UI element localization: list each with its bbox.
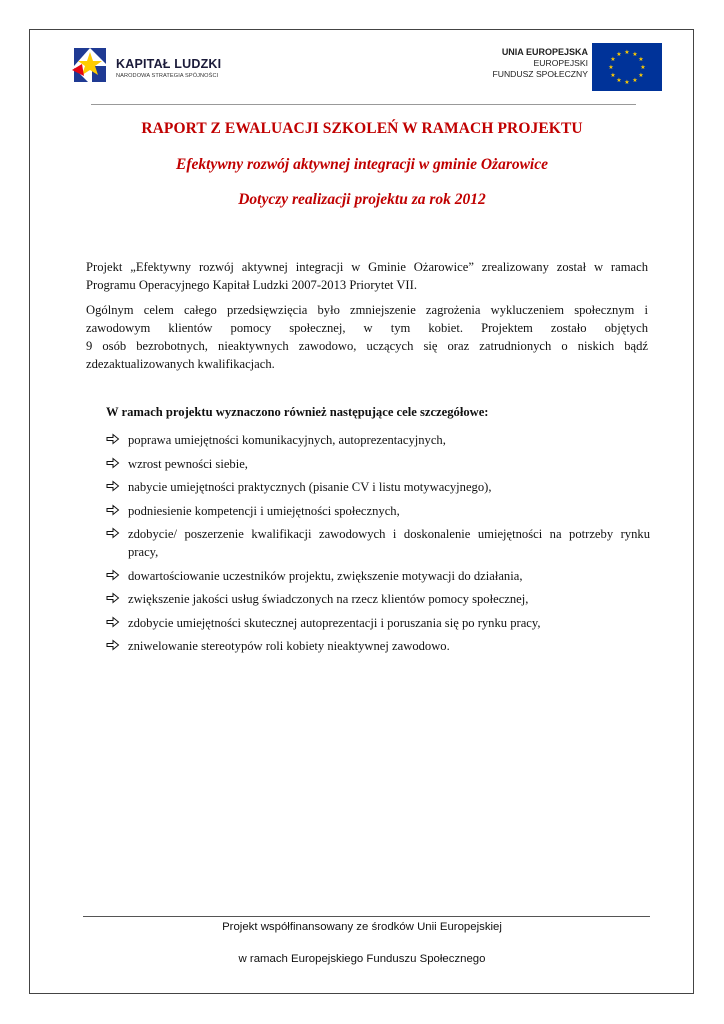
eu-line-2: EUROPEJSKI xyxy=(533,58,588,68)
goal-text: zwiększenie jakości usług świadczonych na rzecz klientów pomocy społecznej, xyxy=(128,592,529,606)
svg-text:★: ★ xyxy=(638,56,644,63)
report-title: RAPORT Z EWALUACJI SZKOLEŃ W RAMACH PROJEKTU xyxy=(141,120,583,137)
outline-arrow-right-icon xyxy=(106,457,120,469)
list-item xyxy=(106,525,650,561)
footer-fund: w ramach Europejskiego Funduszu Społecznego xyxy=(238,953,486,965)
paragraph-line: Ogólnym celem całego przedsięwzięcia było zmniejszenie zagrożenia wykluczeniem społecznym i xyxy=(86,303,648,317)
header-divider xyxy=(91,104,636,105)
kapital-ludzki-subtitle: NARODOWA STRATEGIA SPÓJNOŚCI xyxy=(116,73,219,79)
svg-text:★: ★ xyxy=(616,51,622,58)
goals-list xyxy=(106,431,650,661)
goal-text-line: pracy, xyxy=(128,545,159,559)
outline-arrow-right-icon xyxy=(106,480,120,492)
paragraph-line: Programu Operacyjnego Kapitał Ludzki 2007-2013 Priorytet VII. xyxy=(86,278,417,292)
goal-text: podniesienie kompetencji i umiejętności społecznych, xyxy=(128,503,400,518)
kapital-ludzki-emblem-icon xyxy=(70,44,110,86)
svg-text:★: ★ xyxy=(610,56,616,63)
eu-logo-text xyxy=(470,47,588,80)
goal-text: zniwelowanie stereotypów roli kobiety nieaktywnej zawodowo. xyxy=(128,639,450,653)
paragraph-line: Projekt „Efektywny rozwój aktywnej integracji w Gminie Ożarowice” zrealizowany został w ramach xyxy=(86,260,648,274)
list-item xyxy=(106,478,650,496)
footer-divider xyxy=(83,916,650,917)
svg-text:★: ★ xyxy=(632,51,638,58)
list-item xyxy=(106,590,650,608)
goals-heading: W ramach projektu wyznaczono również następujące cele szczegółowe: xyxy=(106,405,489,419)
eu-flag-icon xyxy=(592,43,662,91)
svg-text:★: ★ xyxy=(610,72,616,79)
kapital-ludzki-logo xyxy=(70,44,240,86)
eu-line-3: FUNDUSZ SPOŁECZNY xyxy=(492,69,588,79)
kapital-ludzki-title: KAPITAŁ LUDZKI xyxy=(116,57,222,71)
paragraph-line: zawodowym klientów pomocy społecznej, w tym kobiet. Projektem zostało objętych xyxy=(86,321,648,335)
report-period: Dotyczy realizacji projektu za rok 2012 xyxy=(238,191,486,208)
outline-arrow-right-icon xyxy=(106,433,120,445)
svg-text:★: ★ xyxy=(624,49,630,56)
goal-text xyxy=(128,525,650,561)
goal-text: poprawa umiejętności komunikacyjnych, autoprezentacyjnych, xyxy=(128,433,446,447)
list-item xyxy=(106,637,650,655)
project-name: Efektywny rozwój aktywnej integracji w gminie Ożarowice xyxy=(176,156,548,173)
objective-paragraph xyxy=(86,301,648,373)
outline-arrow-right-icon xyxy=(106,569,120,581)
list-item xyxy=(106,502,650,520)
svg-text:★: ★ xyxy=(616,77,622,84)
svg-text:★: ★ xyxy=(640,64,646,71)
svg-text:★: ★ xyxy=(608,64,614,71)
outline-arrow-right-icon xyxy=(106,592,120,604)
paragraph-line: zdezaktualizowanych kwalifikacjach. xyxy=(86,357,275,371)
list-item xyxy=(106,614,650,632)
outline-arrow-right-icon xyxy=(106,527,120,539)
goal-text: zdobycie umiejętności skutecznej autoprezentacji i poruszania się po rynku pracy, xyxy=(128,615,541,630)
list-item xyxy=(106,455,650,473)
outline-arrow-right-icon xyxy=(106,504,120,516)
eu-line-1: UNIA EUROPEJSKA xyxy=(501,47,588,57)
svg-text:★: ★ xyxy=(624,79,630,86)
footer-cofinancing: Projekt współfinansowany ze środków Unii Europejskiej xyxy=(222,921,502,933)
svg-text:★: ★ xyxy=(632,77,638,84)
intro-paragraph xyxy=(86,258,648,294)
goal-text: wzrost pewności siebie, xyxy=(128,456,248,471)
list-item xyxy=(106,567,650,585)
goal-text: dowartościowanie uczestników projektu, zwiększenie motywacji do działania, xyxy=(128,568,523,583)
svg-text:★: ★ xyxy=(638,72,644,79)
goal-text-line: zdobycie/ poszerzenie kwalifikacji zawodowych i doskonalenie umiejętności na potrzeby rynku xyxy=(128,527,650,541)
list-item xyxy=(106,431,650,449)
outline-arrow-right-icon xyxy=(106,616,120,628)
outline-arrow-right-icon xyxy=(106,639,120,651)
paragraph-line: 9 osób bezrobotnych, nieaktywnych zawodowo, uczących się oraz zatrudnionych o niskich bądź xyxy=(86,339,648,353)
goal-text: nabycie umiejętności praktycznych (pisanie CV i listu motywacyjnego), xyxy=(128,480,492,494)
